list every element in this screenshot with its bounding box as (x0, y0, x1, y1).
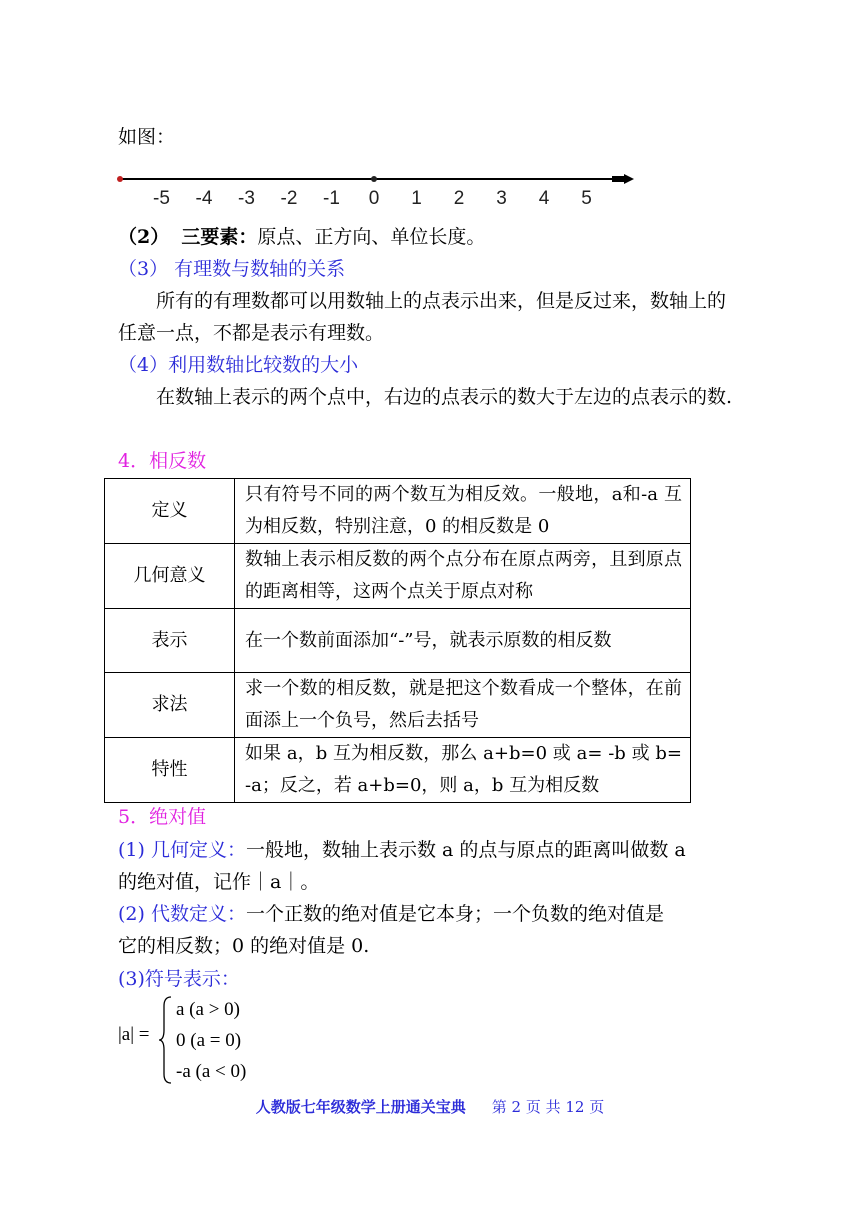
number-line-tick-label: 3 (496, 188, 507, 209)
number-line-origin-dot (371, 176, 377, 182)
number-line-tick-label: 2 (453, 188, 465, 209)
table-row (105, 609, 691, 673)
number-line-tick-label: 1 (411, 188, 422, 209)
row-term: 求法 (105, 673, 235, 738)
geo-def-text1: 一般地，数轴上表示数 a 的点与原点的距离叫做数 a (245, 839, 686, 861)
alg-def-text1: 一个正数的绝对值是它本身；一个负数的绝对值是 (245, 903, 664, 925)
left-brace-icon (158, 994, 174, 1086)
item3-body: 所有的有理数都可以用数轴上的点表示出来，但是反过来，数轴上的任意一点，不都是表示有理数。 (118, 290, 727, 344)
table-row (105, 544, 691, 609)
formula-case-zero: 0 (a = 0) (176, 1030, 242, 1051)
item2-text: 原点、正方向、单位长度。 (257, 226, 486, 248)
table-row (105, 479, 691, 544)
section5-heading: 5．绝对值 (118, 806, 207, 828)
row-desc: 如果 a，b 互为相反数，那么 a+b=0 或 a= -b 或 b= -a；反之，若 a+b=0，则 a，b 互为相反数 (235, 738, 691, 803)
item2-label: 三要素： (181, 226, 258, 248)
item4-body: 在数轴上表示的两个点中，右边的点表示的数大于左边的点表示的数. (156, 386, 733, 408)
alg-def-label: (2) 代数定义： (118, 903, 246, 925)
geo-def-line1 (118, 835, 686, 865)
row-desc: 在一个数前面添加“-”号，就表示原数的相反数 (235, 609, 691, 673)
geo-def-line2: 的绝对值，记作｜a｜。 (118, 871, 320, 893)
number-line-tick-label: -4 (195, 188, 213, 209)
number-line-tick-label: 4 (538, 188, 550, 209)
row-term: 特性 (105, 738, 235, 803)
footer-title: 人教版七年级数学上册通关宝典 (255, 1098, 466, 1116)
alg-def-line2: 它的相反数；0 的绝对值是 0. (118, 935, 370, 957)
sym-label: (3)符号表示： (118, 968, 240, 990)
formula-case-negative: -a (a < 0) (176, 1061, 247, 1082)
number-line-arrow-icon (612, 176, 624, 182)
number-line-tick-label: -5 (153, 188, 170, 209)
row-desc: 求一个数的相反数，就是把这个数看成一个整体，在前面添上一个负号，然后去括号 (235, 673, 691, 738)
number-line-figure (112, 160, 642, 210)
number-line-tick-labels (153, 188, 592, 209)
opposite-number-table (104, 478, 691, 803)
formula-lhs: |a| = (118, 1024, 150, 1045)
number-line-tick-label: -1 (323, 188, 340, 209)
number-line-tick-label: -3 (238, 188, 255, 209)
page-footer (0, 1096, 860, 1117)
row-desc: 只有符号不同的两个数互为相反效。一般地，a和-a 互为相反数，特别注意，0 的相反数是 0 (235, 479, 691, 544)
item3-heading: （3） 有理数与数轴的关系 (118, 258, 346, 280)
formula-case-positive: a (a > 0) (176, 999, 240, 1020)
row-term: 表示 (105, 609, 235, 673)
section4-heading: 4．相反数 (118, 450, 207, 472)
number-line-tick-label: 5 (581, 188, 592, 209)
number-line-arrowhead-icon (624, 174, 634, 184)
geo-def-label: (1) 几何定义： (118, 839, 246, 861)
intro-text: 如图： (118, 126, 176, 148)
number-line-tick-label: 0 (368, 188, 380, 209)
footer-page: 第 2 页 共 12 页 (491, 1098, 605, 1116)
row-term: 定义 (105, 479, 235, 544)
alg-def-line1 (118, 899, 664, 929)
item2-num: （2） (118, 226, 170, 248)
row-desc: 数轴上表示相反数的两个点分布在原点两旁，且到原点的距离相等，这两个点关于原点对称 (235, 544, 691, 609)
number-line-left-dot (117, 176, 123, 182)
item4-heading: （4）利用数轴比较数的大小 (118, 354, 359, 376)
number-line-tick-label: -2 (280, 188, 298, 209)
table-row (105, 673, 691, 738)
row-term: 几何意义 (105, 544, 235, 609)
item2-line (118, 222, 485, 252)
table-row (105, 738, 691, 803)
